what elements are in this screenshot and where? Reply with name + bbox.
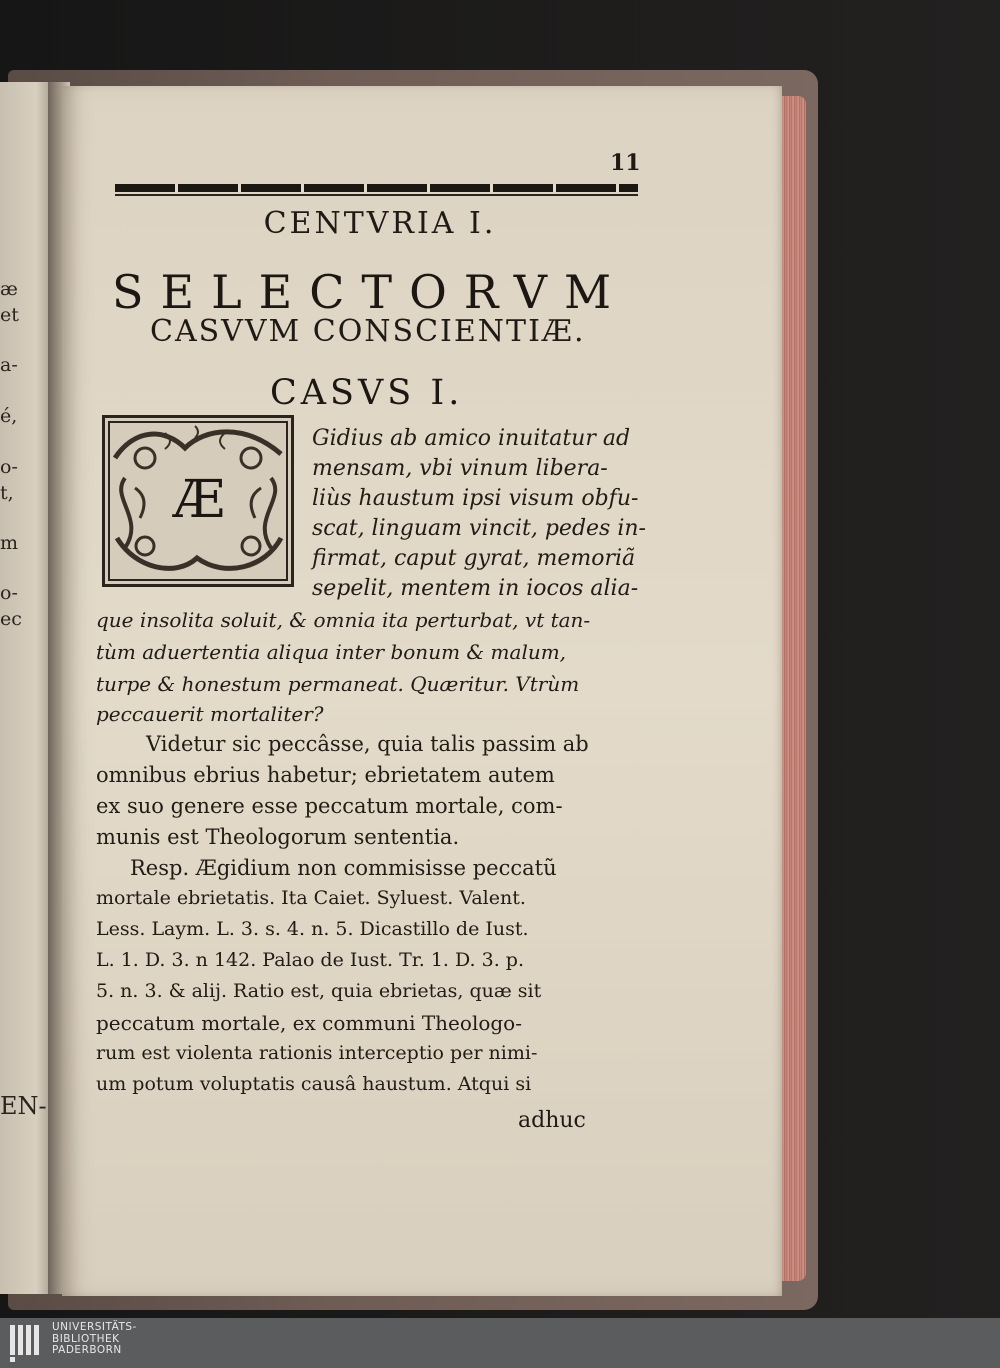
left-page <box>0 82 52 1294</box>
left-page-fragment: æ <box>0 278 18 300</box>
library-footer <box>0 1318 1000 1368</box>
body-line: 5. n. 3. & alij. Ratio est, quia ebrietas, quæ sit <box>96 980 542 1002</box>
body-line: Videtur sic peccâsse, quia talis passim ab <box>146 732 589 756</box>
case-line: liùs haustum ipsi visum obfu- <box>312 486 639 511</box>
case-line: tùm aduertentia aliqua inter bonum & malum, <box>96 640 567 664</box>
case-line: mensam, vbi vinum libera- <box>312 456 608 481</box>
body-line: rum est violenta rationis interceptio per nimi- <box>96 1042 538 1064</box>
decorated-initial <box>102 415 294 587</box>
catchword: adhuc <box>518 1108 586 1133</box>
case-line: scat, linguam vincit, pedes in- <box>312 516 646 541</box>
left-page-fragment: ec <box>0 608 22 630</box>
university-library-logo-icon <box>8 1323 44 1363</box>
body-line: omnibus ebrius habetur; ebrietatem autem <box>96 763 555 787</box>
library-name-line: BIBLIOTHEK <box>52 1332 120 1345</box>
initial-letter: Æ <box>173 470 226 530</box>
ornamental-rule <box>115 184 638 192</box>
left-page-fragment: m <box>0 532 19 554</box>
case-line: turpe & honestum permaneat. Quæritur. Vtrùm <box>96 672 580 696</box>
casuum-heading: CASVVM CONSCIENTIÆ. <box>150 314 586 349</box>
body-line: peccatum mortale, ex communi Theologo- <box>96 1011 522 1035</box>
left-page-fragment: a- <box>0 354 18 376</box>
selectorum-heading: SELECTORVM <box>112 265 629 319</box>
case-line: Gidius ab amico inuitatur ad <box>312 426 631 451</box>
centuria-heading: CENTVRIA I. <box>263 206 497 241</box>
page-number: 11 <box>610 150 641 176</box>
body-line: mortale ebrietatis. Ita Caiet. Syluest. Valent. <box>96 887 526 909</box>
rule-underline <box>115 194 638 196</box>
left-page-fragment: t, <box>0 482 14 504</box>
case-line: sepelit, mentem in iocos alia- <box>312 576 639 601</box>
library-name-line: PADERBORN <box>52 1344 122 1356</box>
library-name <box>52 1322 137 1357</box>
left-page-fragment: o- <box>0 582 18 604</box>
body-line: ex suo genere esse peccatum mortale, com- <box>96 794 563 818</box>
body-line: Less. Laym. L. 3. s. 4. n. 5. Dicastillo de Iust. <box>96 918 529 940</box>
body-line: munis est Theologorum sententia. <box>96 825 460 849</box>
left-page-fragment: et <box>0 304 19 326</box>
library-name-line: UNIVERSITÄTS- <box>52 1321 137 1333</box>
case-line: firmat, caput gyrat, memoriã <box>312 546 636 571</box>
left-page-fragment: EN- <box>0 1092 47 1120</box>
body-line: um potum voluptatis causâ haustum. Atqui si <box>96 1073 532 1095</box>
body-line: L. 1. D. 3. n 142. Palao de Iust. Tr. 1. D. 3. p. <box>96 949 525 971</box>
body-line: Resp. Ægidium non commisisse peccatũ <box>130 856 557 880</box>
left-page-fragment: o- <box>0 456 18 478</box>
case-line: peccauerit mortaliter? <box>96 702 324 726</box>
case-line: que insolita soluit, & omnia ita perturbat, vt tan- <box>96 608 591 632</box>
left-page-fragment: é, <box>0 405 18 427</box>
casus-heading: CASVS I. <box>270 373 464 413</box>
